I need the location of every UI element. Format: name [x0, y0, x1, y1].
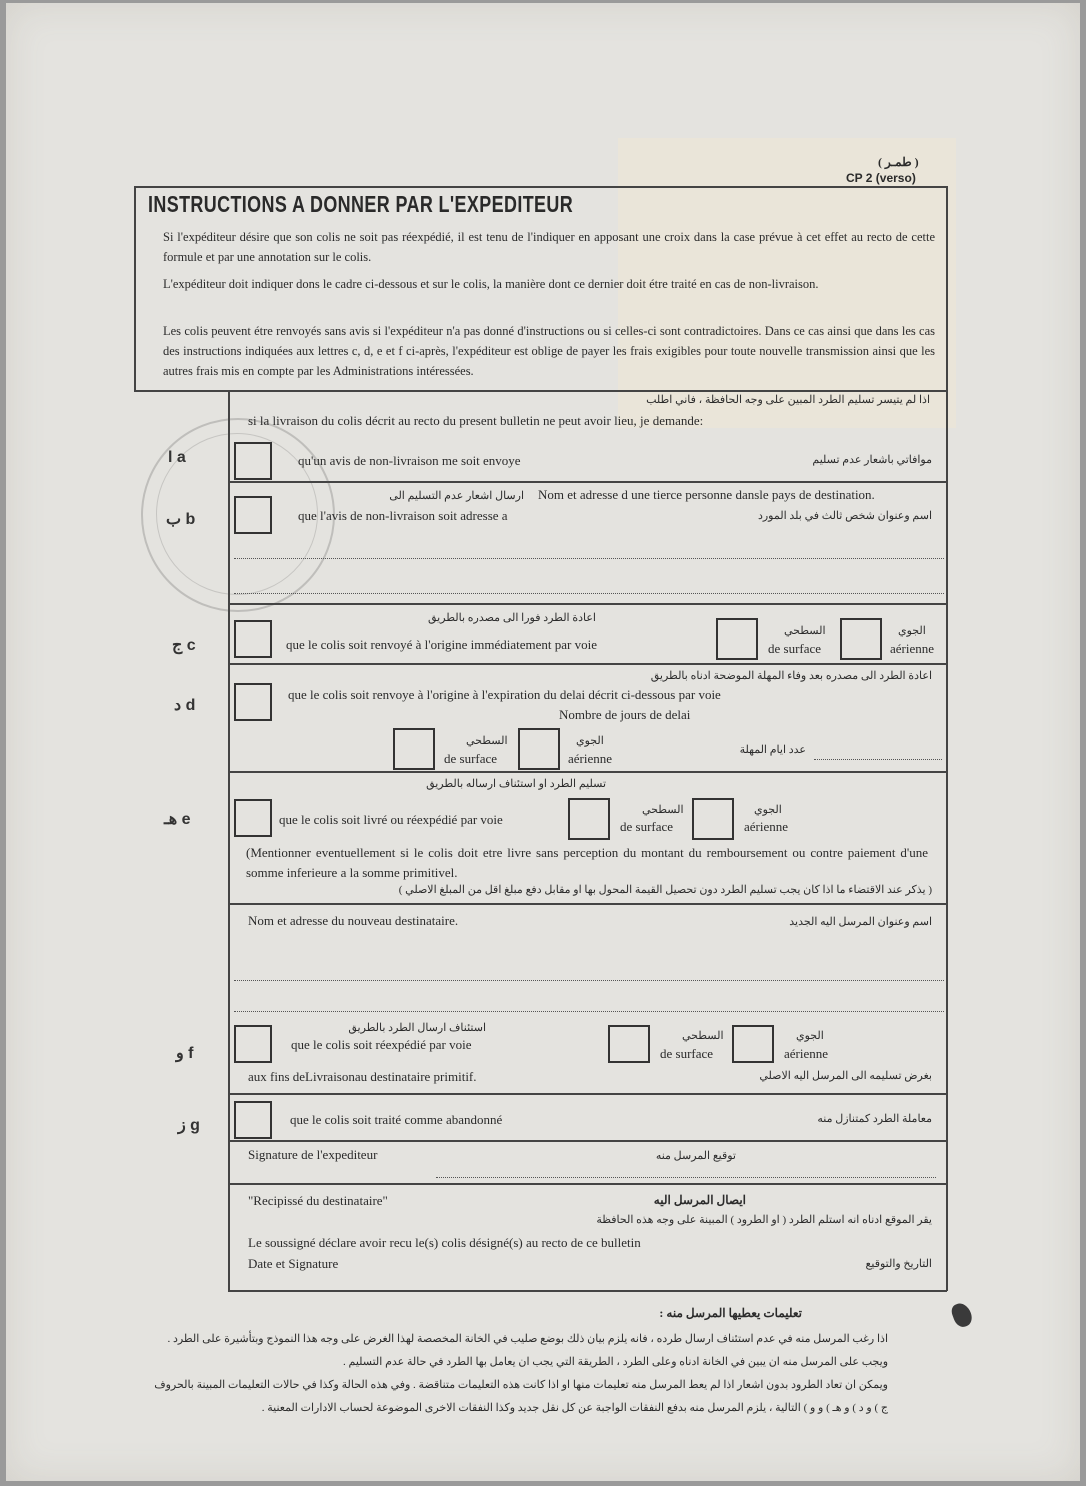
- option-d-text: que le colis soit renvoye à l'origine à l'expiration du delai décrit ci-dessous par voie: [288, 687, 721, 702]
- page-title: INSTRUCTIONS A DONNER PAR L'EXPEDITEUR: [148, 191, 574, 217]
- option-d-delay-ar: عدد ايام المهلة: [739, 744, 806, 756]
- footer-line-1: اذا رغب المرسل منه في عدم استئناف ارسال طرده ، فانه يلزم بيان ذلك بوضع صليب في الخانة المخصصة لهذا الغرض على وجه هذا النموذج وبتأشيرة على الطرد .: [167, 1333, 888, 1345]
- frame-right: [946, 186, 948, 1291]
- option-d-air-fr: aérienne: [568, 751, 613, 766]
- option-f-ar-top: استئناف ارسال الطرد بالطريق: [348, 1022, 486, 1034]
- divider-f: [228, 1093, 947, 1095]
- option-a-ar: موافاتي باشعار عدم تسليم: [812, 454, 932, 466]
- ink-blot: [949, 1301, 974, 1330]
- option-c-surface-fr: de surface: [768, 641, 822, 656]
- option-e-air-checkbox[interactable]: [692, 798, 734, 840]
- frame-top: [134, 186, 947, 188]
- option-a-text: qu'un avis de non-livraison me soit envoye: [298, 453, 521, 468]
- option-e-letter: هـ e: [164, 811, 191, 828]
- divider-e: [228, 903, 947, 905]
- option-d-delay: Nombre de jours de delai: [559, 707, 691, 722]
- option-e-air-fr: aérienne: [744, 819, 789, 834]
- option-f-letter: و f: [176, 1045, 194, 1062]
- divider-c: [228, 663, 947, 665]
- new-destinataire-line-1[interactable]: [234, 980, 944, 981]
- option-f-surface-ar: السطحي: [682, 1030, 724, 1042]
- receipt-title-ar: ايصال المرسل اليه: [653, 1193, 746, 1207]
- option-e-surface-checkbox[interactable]: [568, 798, 610, 840]
- stamp-label: ( طمـر ): [878, 155, 919, 169]
- option-c-air-fr: aérienne: [890, 641, 935, 656]
- option-d-surface-ar: السطحي: [466, 735, 508, 747]
- option-d-air-ar: الجوي: [576, 735, 604, 747]
- option-d-air-checkbox[interactable]: [518, 728, 560, 770]
- option-d-checkbox[interactable]: [234, 683, 272, 721]
- option-b-ar-right: اسم وعنوان شخص ثالث في بلد المورد: [757, 510, 932, 522]
- option-f-text: que le colis soit réexpédié par voie: [291, 1037, 472, 1052]
- option-b-letter: ب b: [166, 511, 196, 528]
- option-b-ar-top: ارسال اشعار عدم التسليم الى: [389, 490, 524, 502]
- instruction-p3: Les colis peuvent étre renvoyés sans avis si l'expéditeur n'a pas donné d'instructions ou si celles-ci sont contradictoires. Dans ce cas ainsi que dans les cas des instructions indiquées aux lettres c, d, e et f ci-après, l'expéditeur est oblige de payer les frais exigibles pour toute nouvelle transmission ainsi que les autres frais mis en compte par les Administrations intéressées.: [163, 324, 935, 378]
- option-d-surface-fr: de surface: [444, 751, 498, 766]
- option-b-fr-top: Nom et adresse d une tierce personne dansle pays de destination.: [538, 487, 875, 502]
- option-c-surface-checkbox[interactable]: [716, 618, 758, 660]
- footer-line-2: ويجب على المرسل منه ان يبين في الخانة ادناه وعلى الطرد ، الطريقة التي يجب ان يعامل بها الطرد في حالة عدم التسليم .: [343, 1356, 888, 1368]
- instr-bottom-line: [134, 390, 947, 392]
- option-f-air-ar: الجوي: [796, 1030, 824, 1042]
- intro-fr: si la livraison du colis décrit au recto du present bulletin ne peut avoir lieu, je demande:: [248, 413, 704, 428]
- option-c-air-checkbox[interactable]: [840, 618, 882, 660]
- footer-line-3: ويمكن ان تعاد الطرود بدون اشعار اذا لم يعط المرسل منه تعليمات منها او اذا كانت هذه التعليمات متناقضة . وفي هذه الحالة وكذا في حالات التعليمات المبينة بالحروف: [154, 1379, 888, 1391]
- option-d-ar-top: اعادة الطرد الى مصدره بعد وفاء المهلة الموضحة ادناه بالطريق: [650, 670, 932, 682]
- option-f-surface-checkbox[interactable]: [608, 1025, 650, 1063]
- option-e-ar-top: تسليم الطرد او استئناف ارساله بالطريق: [426, 778, 606, 790]
- form-code: CP 2 (verso): [846, 171, 916, 185]
- option-c-surface-ar: السطحي: [784, 625, 826, 637]
- option-g-letter: ز g: [178, 1117, 200, 1134]
- option-f-checkbox[interactable]: [234, 1025, 272, 1063]
- option-b-text: que l'avis de non-livraison soit adresse a: [298, 508, 508, 523]
- option-c-ar-top: اعادة الطرد فورا الى مصدره بالطريق: [427, 612, 596, 624]
- option-d-surface-checkbox[interactable]: [393, 728, 435, 770]
- option-d-letter: د d: [174, 697, 196, 714]
- option-g-checkbox[interactable]: [234, 1101, 272, 1139]
- option-e-surface-fr: de surface: [620, 819, 674, 834]
- option-d-delay-field[interactable]: [814, 759, 942, 760]
- option-b-address-line-1[interactable]: [234, 558, 944, 559]
- option-c-text: que le colis soit renvoyé à l'origine immédiatement par voie: [286, 637, 597, 652]
- signature-ar: توقيع المرسل منه: [655, 1150, 736, 1162]
- option-a-letter: l a: [168, 449, 186, 466]
- receipt-line-fr: Le soussigné déclare avoir recu le(s) colis désigné(s) au recto de ce bulletin: [248, 1235, 641, 1250]
- option-f-bottom: aux fins deLivraisonau destinataire primitif.: [248, 1069, 477, 1084]
- frame-left: [134, 186, 136, 390]
- signature-field[interactable]: [436, 1177, 936, 1178]
- option-f-air-checkbox[interactable]: [732, 1025, 774, 1063]
- option-c-checkbox[interactable]: [234, 620, 272, 658]
- signature-label: Signature de l'expediteur: [248, 1147, 378, 1162]
- intro-ar: اذا لم يتيسر تسليم الطرد المبين على وجه الحافظة ، فاني اطلب: [646, 394, 930, 406]
- option-g-ar: معاملة الطرد كمتنازل منه: [817, 1113, 932, 1125]
- footer-heading: تعليمات يعطيها المرسل منه :: [659, 1306, 802, 1320]
- option-f-air-fr: aérienne: [784, 1046, 829, 1061]
- instruction-p2: L'expéditeur doit indiquer dons le cadre ci-dessous et sur le colis, la manière dont ce dernier doit étre traité en cas de non-livraison.: [163, 277, 819, 291]
- option-f-surface-fr: de surface: [660, 1046, 714, 1061]
- option-e-note: (Mentionner eventuellement si le colis doit etre livre sans perception du montant du remboursement ou contre paiement d'une somme inferieure a la somme primitivel.: [246, 845, 928, 880]
- option-e-text: que le colis soit livré ou réexpédié par voie: [279, 812, 503, 827]
- option-c-air-ar: الجوي: [898, 625, 926, 637]
- option-f-bottom-ar: بغرض تسليمه الى المرسل اليه الاصلي: [759, 1070, 932, 1082]
- receipt-title: "Recipissé du destinataire": [248, 1193, 388, 1208]
- receipt-line-ar: يقر الموقع ادناه انه استلم الطرد ( او الطرود ) المبينة على وجه هذه الحافظة: [596, 1214, 932, 1226]
- receipt-date-ar: التاريخ والتوقيع: [865, 1258, 932, 1270]
- new-destinataire-ar: اسم وعنوان المرسل اليه الجديد: [789, 916, 932, 928]
- receipt-date-label: Date et Signature: [248, 1256, 339, 1271]
- instruction-p1: Si l'expéditeur désire que son colis ne soit pas réexpédié, il est tenu de l'indiquer en apposant une croix dans la case prévue à cet effet au recto de cette formule et par une annotation sur le colis.: [163, 230, 935, 264]
- option-b-checkbox[interactable]: [234, 496, 272, 534]
- option-b-address-line-2[interactable]: [234, 593, 944, 594]
- divider-d: [228, 771, 947, 773]
- new-destinataire-label: Nom et adresse du nouveau destinataire.: [248, 913, 459, 928]
- option-g-text: que le colis soit traité comme abandonné: [290, 1112, 503, 1127]
- option-e-checkbox[interactable]: [234, 799, 272, 837]
- footer-line-4: ج ) و د ) و هـ ) و و ) التالية ، يلزم المرسل منه بدفع النفقات الواجبة عن كل نقل جديد وكذا النفقات الاخرى الموضوعة لحساب الادارات المعنية .: [261, 1402, 888, 1414]
- option-e-air-ar: الجوي: [754, 804, 782, 816]
- option-e-surface-ar: السطحي: [642, 804, 684, 816]
- option-c-letter: ج c: [172, 637, 196, 654]
- divider-signature: [228, 1183, 947, 1185]
- new-destinataire-line-2[interactable]: [234, 1011, 944, 1012]
- divider-a: [228, 481, 947, 483]
- divider-b: [228, 603, 947, 605]
- form-sheet: [6, 3, 1080, 1481]
- frame-bottom: [228, 1290, 947, 1292]
- divider-g: [228, 1140, 947, 1142]
- option-e-note-ar: ( يذكر عند الاقتضاء ما اذا كان يجب تسليم الطرد دون تحصيل القيمة المحول بها او مقابل دفع مبلغ اقل من المبلغ الاصلي ): [398, 884, 932, 896]
